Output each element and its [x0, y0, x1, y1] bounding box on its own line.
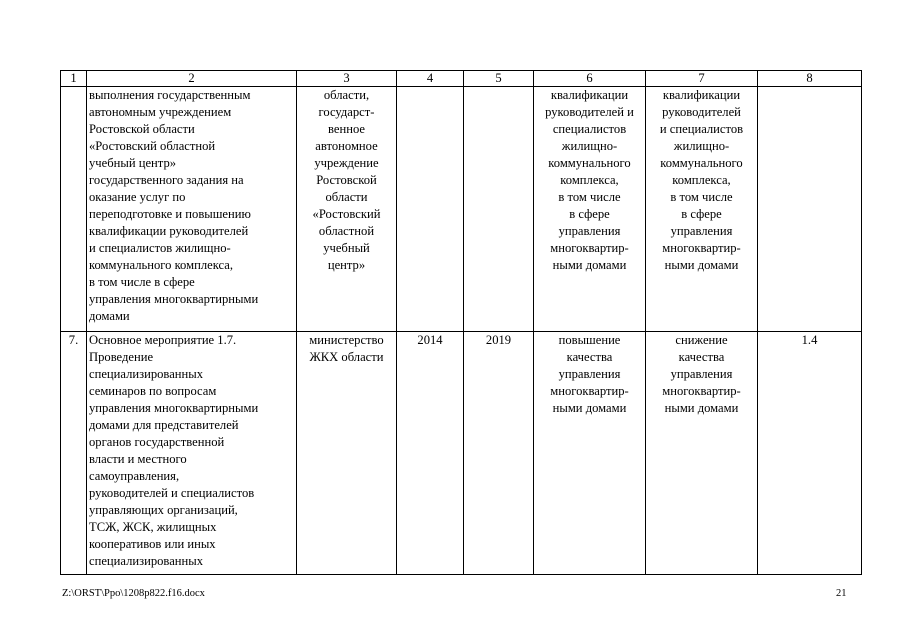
column-header: 6: [534, 71, 646, 87]
cell-end-year: 2019: [464, 332, 534, 575]
cell-indicator-link: 1.4: [758, 332, 862, 575]
cell-number: [61, 87, 87, 332]
column-header: 1: [61, 71, 87, 87]
header-row: [61, 71, 862, 87]
program-table: [60, 70, 862, 575]
cell-consequence: снижение качества управления многоквартир- ными домами: [646, 332, 758, 575]
cell-name: выполнения государственным автономным учреждением Ростовской области «Ростовский областной учебный центр» государственного задания на оказание услуг по переподготовке и повышению квалификации руководителей и специалистов жилищно- коммунального комплекса, в том числе в сфере управления многоквартирными домами: [87, 87, 297, 332]
page-number: 21: [836, 588, 847, 599]
cell-start-year: 2014: [397, 332, 464, 575]
column-header: 2: [87, 71, 297, 87]
table-row: [61, 332, 862, 575]
cell-expected-result: повышение качества управления многоквартир- ными домами: [534, 332, 646, 575]
column-header: 7: [646, 71, 758, 87]
cell-name: Основное мероприятие 1.7. Проведение специализированных семинаров по вопросам управления многоквартирными домами для представителей органов государственной власти и местного самоуправления, руководителей и специалистов управляющих организаций, ТСЖ, ЖСК, жилищных кооперативов или иных специализированных: [87, 332, 297, 575]
file-path: Z:\ORST\Ppo\1208p822.f16.docx: [62, 588, 205, 599]
cell-executor: министерство ЖКХ области: [297, 332, 397, 575]
cell-start-year: [397, 87, 464, 332]
cell-expected-result: квалификации руководителей и специалистов жилищно- коммунального комплекса, в том числе в сфере управления многоквартир- ными домами: [534, 87, 646, 332]
cell-consequence: квалификации руководителей и специалистов жилищно- коммунального комплекса, в том числе в сфере управления многоквартир- ными домами: [646, 87, 758, 332]
column-header: 8: [758, 71, 862, 87]
column-header: 4: [397, 71, 464, 87]
column-header: 3: [297, 71, 397, 87]
cell-end-year: [464, 87, 534, 332]
cell-number: 7.: [61, 332, 87, 575]
cell-indicator-link: [758, 87, 862, 332]
table-row: [61, 87, 862, 332]
cell-executor: области, государст- венное автономное учреждение Ростовской области «Ростовский областной учебный центр»: [297, 87, 397, 332]
column-header: 5: [464, 71, 534, 87]
